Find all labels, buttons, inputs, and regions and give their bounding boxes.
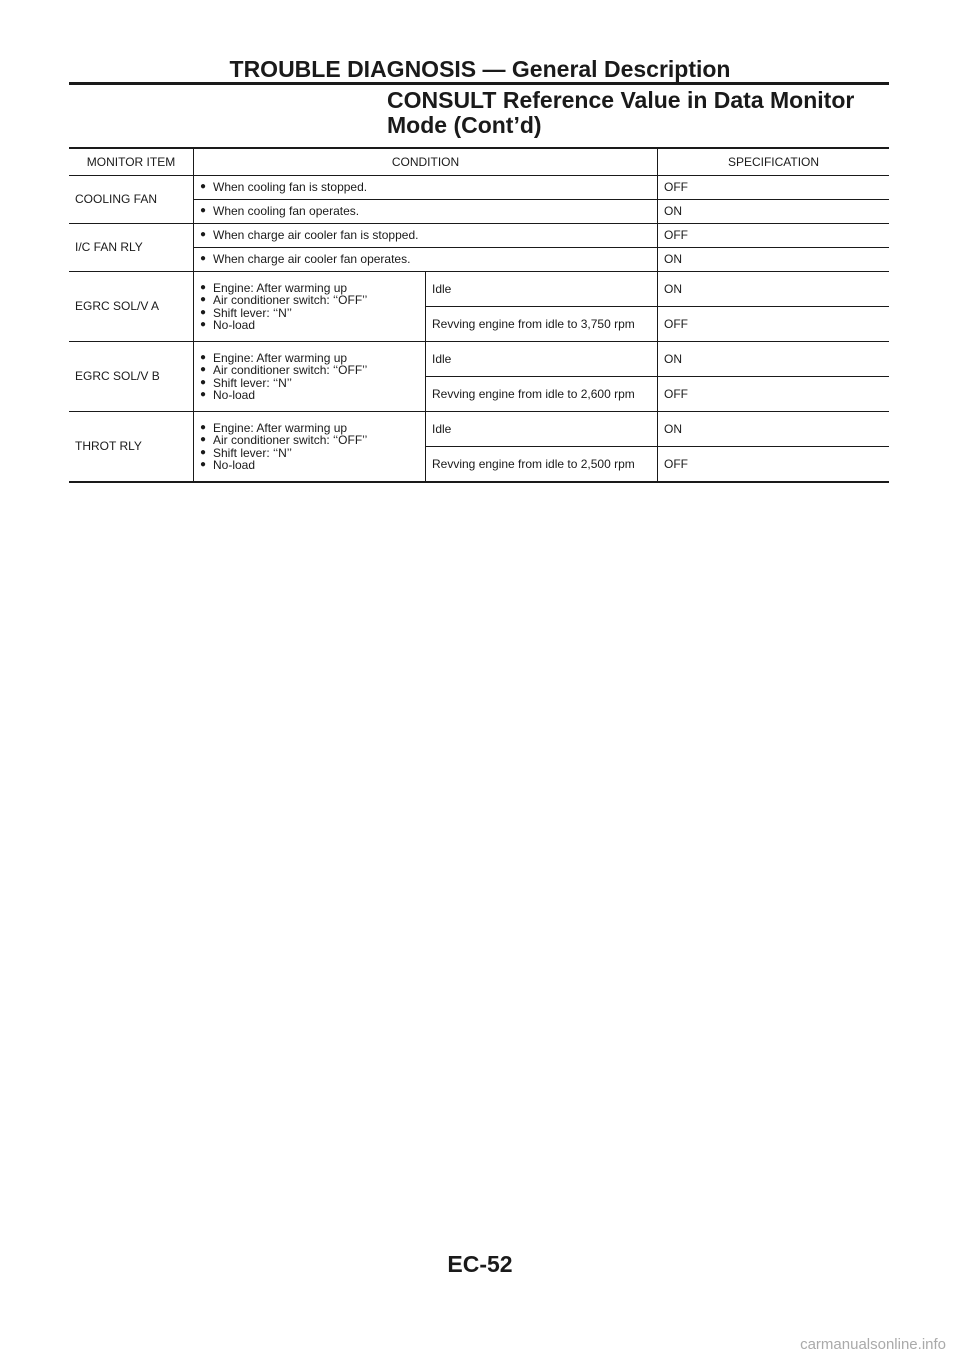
header-condition: CONDITION <box>194 148 658 176</box>
spec-cell: OFF <box>658 176 890 200</box>
state-cell: Idle <box>426 272 658 307</box>
table-header-row <box>69 148 889 176</box>
page-code: EC-52 <box>447 1251 513 1277</box>
spec-cell: ON <box>658 200 890 224</box>
table-row <box>69 176 889 200</box>
condition-bullet: ● When cooling fan operates. <box>200 205 651 218</box>
table-row <box>69 272 889 307</box>
page-header-title: TROUBLE DIAGNOSIS — General Description <box>229 56 731 82</box>
state-cell: Idle <box>426 412 658 447</box>
table-row <box>69 412 889 447</box>
spec-cell: OFF <box>658 224 890 248</box>
monitor-item-egrc-sol-v-b: EGRC SOL/V B <box>69 342 194 412</box>
condition-bullet: ● Engine: After warming up <box>200 282 419 295</box>
monitor-item-cooling-fan: COOLING FAN <box>69 176 194 224</box>
reference-value-table <box>69 147 889 483</box>
spec-cell: ON <box>658 248 890 272</box>
condition-bullet: ● No-load <box>200 319 419 332</box>
condition-cell <box>194 176 658 200</box>
spec-cell: ON <box>658 412 890 447</box>
table-row <box>69 224 889 248</box>
state-cell: Revving engine from idle to 2,500 rpm <box>426 447 658 483</box>
condition-bullet: ● Shift lever: ‘‘N’’ <box>200 447 419 460</box>
state-cell: Idle <box>426 342 658 377</box>
spec-cell: ON <box>658 342 890 377</box>
section-title-line-2: Mode (Cont’d) <box>387 112 542 138</box>
section-title-line-1: CONSULT Reference Value in Data Monitor <box>387 87 855 113</box>
condition-bullet: ● No-load <box>200 389 419 402</box>
monitor-item-ic-fan-rly: I/C FAN RLY <box>69 224 194 272</box>
condition-bullet: ● When charge air cooler fan operates. <box>200 253 651 266</box>
state-cell: Revving engine from idle to 3,750 rpm <box>426 307 658 342</box>
condition-list <box>194 342 426 412</box>
spec-cell: OFF <box>658 377 890 412</box>
condition-list <box>194 272 426 342</box>
watermark: carmanualsonline.info <box>800 1336 946 1353</box>
spec-cell: OFF <box>658 307 890 342</box>
header-monitor-item: MONITOR ITEM <box>69 148 194 176</box>
table-row <box>69 342 889 377</box>
header-specification: SPECIFICATION <box>727 154 820 169</box>
condition-bullet: ● Shift lever: ‘‘N’’ <box>200 377 419 390</box>
condition-bullet: ● Air conditioner switch: ‘‘OFF’’ <box>200 434 419 447</box>
condition-bullet: ● When cooling fan is stopped. <box>200 181 651 194</box>
condition-bullet: ● When charge air cooler fan is stopped. <box>200 229 651 242</box>
condition-bullet: ● Air conditioner switch: ‘‘OFF’’ <box>200 294 419 307</box>
condition-bullet: ● No-load <box>200 459 419 472</box>
condition-cell <box>194 224 658 248</box>
condition-bullet: ● Shift lever: ‘‘N’’ <box>200 307 419 320</box>
condition-list <box>194 412 426 483</box>
section-title <box>387 88 887 138</box>
spec-cell: OFF <box>658 447 890 483</box>
monitor-item-egrc-sol-v-a: EGRC SOL/V A <box>69 272 194 342</box>
state-cell: Revving engine from idle to 2,600 rpm <box>426 377 658 412</box>
condition-bullet: ● Engine: After warming up <box>200 422 419 435</box>
monitor-item-throt-rly: THROT RLY <box>69 412 194 483</box>
header-divider <box>69 82 889 85</box>
spec-cell: ON <box>658 272 890 307</box>
condition-bullet: ● Engine: After warming up <box>200 352 419 365</box>
condition-cell <box>194 200 658 224</box>
condition-bullet: ● Air conditioner switch: ‘‘OFF’’ <box>200 364 419 377</box>
condition-cell <box>194 248 658 272</box>
